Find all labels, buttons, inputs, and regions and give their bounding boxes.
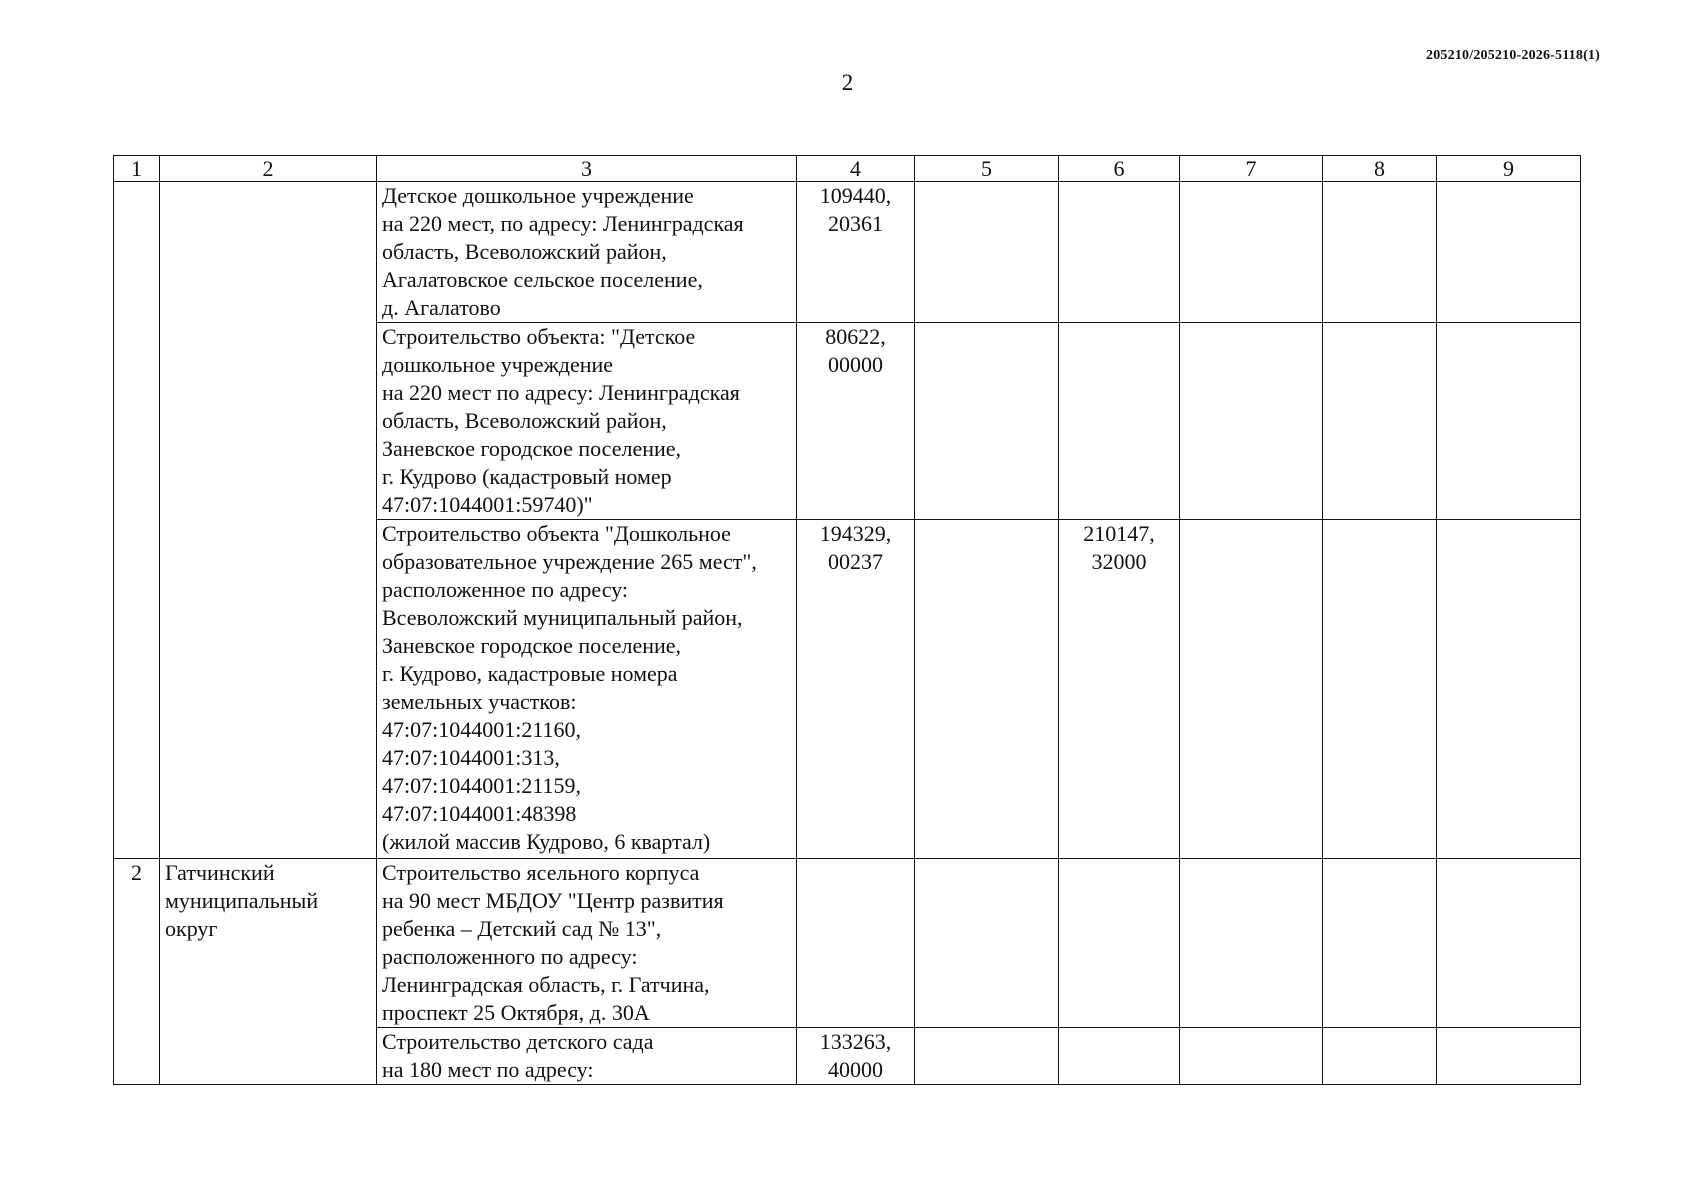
column-header: 6 — [1059, 156, 1180, 182]
value-cell — [1180, 859, 1323, 1028]
column-header: 4 — [797, 156, 915, 182]
value-cell — [1323, 859, 1437, 1028]
value-cell — [1180, 182, 1323, 323]
value-cell — [1437, 323, 1581, 520]
value-cell — [915, 1028, 1059, 1085]
page-number: 2 — [841, 70, 854, 95]
value-cell: 133263, 40000 — [797, 1028, 915, 1085]
column-header: 3 — [377, 156, 797, 182]
value-cell — [797, 859, 915, 1028]
value-cell — [1180, 520, 1323, 859]
value-cell — [1059, 859, 1180, 1028]
document-id: 205210/205210-2026-5118(1) — [1426, 48, 1600, 63]
value-cell — [1059, 182, 1180, 323]
row-number-cell: 2 — [114, 859, 160, 1085]
value-cell — [915, 182, 1059, 323]
table-row — [114, 182, 1581, 323]
district-cell: Гатчинский муниципальный округ — [160, 859, 377, 1085]
value-cell — [1437, 182, 1581, 323]
value-cell — [1323, 182, 1437, 323]
object-cell: Строительство объекта: "Детское дошкольное учреждение на 220 мест по адресу: Ленинградская область, Всеволожский район, Заневское городское поселение, г. Кудрово (кадастровый номер 47:07:1044001:59740)" — [377, 323, 797, 520]
value-cell — [915, 323, 1059, 520]
value-cell — [1437, 859, 1581, 1028]
column-header: 1 — [114, 156, 160, 182]
value-cell — [1059, 1028, 1180, 1085]
object-cell: Строительство объекта "Дошкольное образовательное учреждение 265 мест", расположенное по адресу: Всеволожский муниципальный район, Заневское городское поселение, г. Кудрово, кадастровые номера земельных участков: 47:07:1044001:21160, 47:07:1044001:313, 47:07:1044001:21159, 47:07:1044001:48398 (жилой массив Кудрово, 6 квартал) — [377, 520, 797, 859]
value-cell — [1323, 1028, 1437, 1085]
column-header: 5 — [915, 156, 1059, 182]
value-cell — [915, 859, 1059, 1028]
value-cell — [1059, 323, 1180, 520]
object-cell: Строительство ясельного корпуса на 90 мест МБДОУ "Центр развития ребенка – Детский сад № 13", расположенного по адресу: Ленинградская область, г. Гатчина, проспект 25 Октября, д. 30А — [377, 859, 797, 1028]
column-header: 7 — [1180, 156, 1323, 182]
value-cell — [1180, 323, 1323, 520]
value-cell — [1323, 323, 1437, 520]
value-cell — [1437, 520, 1581, 859]
object-cell: Строительство детского сада на 180 мест по адресу: — [377, 1028, 797, 1085]
value-cell: 109440, 20361 — [797, 182, 915, 323]
value-cell — [1180, 1028, 1323, 1085]
table-header-row — [114, 156, 1581, 182]
value-cell — [915, 520, 1059, 859]
table-row — [114, 859, 1581, 1028]
budget-table — [113, 155, 1581, 1085]
column-header: 8 — [1323, 156, 1437, 182]
value-cell: 210147, 32000 — [1059, 520, 1180, 859]
value-cell: 80622, 00000 — [797, 323, 915, 520]
value-cell — [1437, 1028, 1581, 1085]
column-header: 9 — [1437, 156, 1581, 182]
object-cell: Детское дошкольное учреждение на 220 мест, по адресу: Ленинградская область, Всеволожский район, Агалатовское сельское поселение, д. Агалатово — [377, 182, 797, 323]
district-cell — [160, 182, 377, 859]
row-number-cell — [114, 182, 160, 859]
column-header: 2 — [160, 156, 377, 182]
value-cell: 194329, 00237 — [797, 520, 915, 859]
value-cell — [1323, 520, 1437, 859]
